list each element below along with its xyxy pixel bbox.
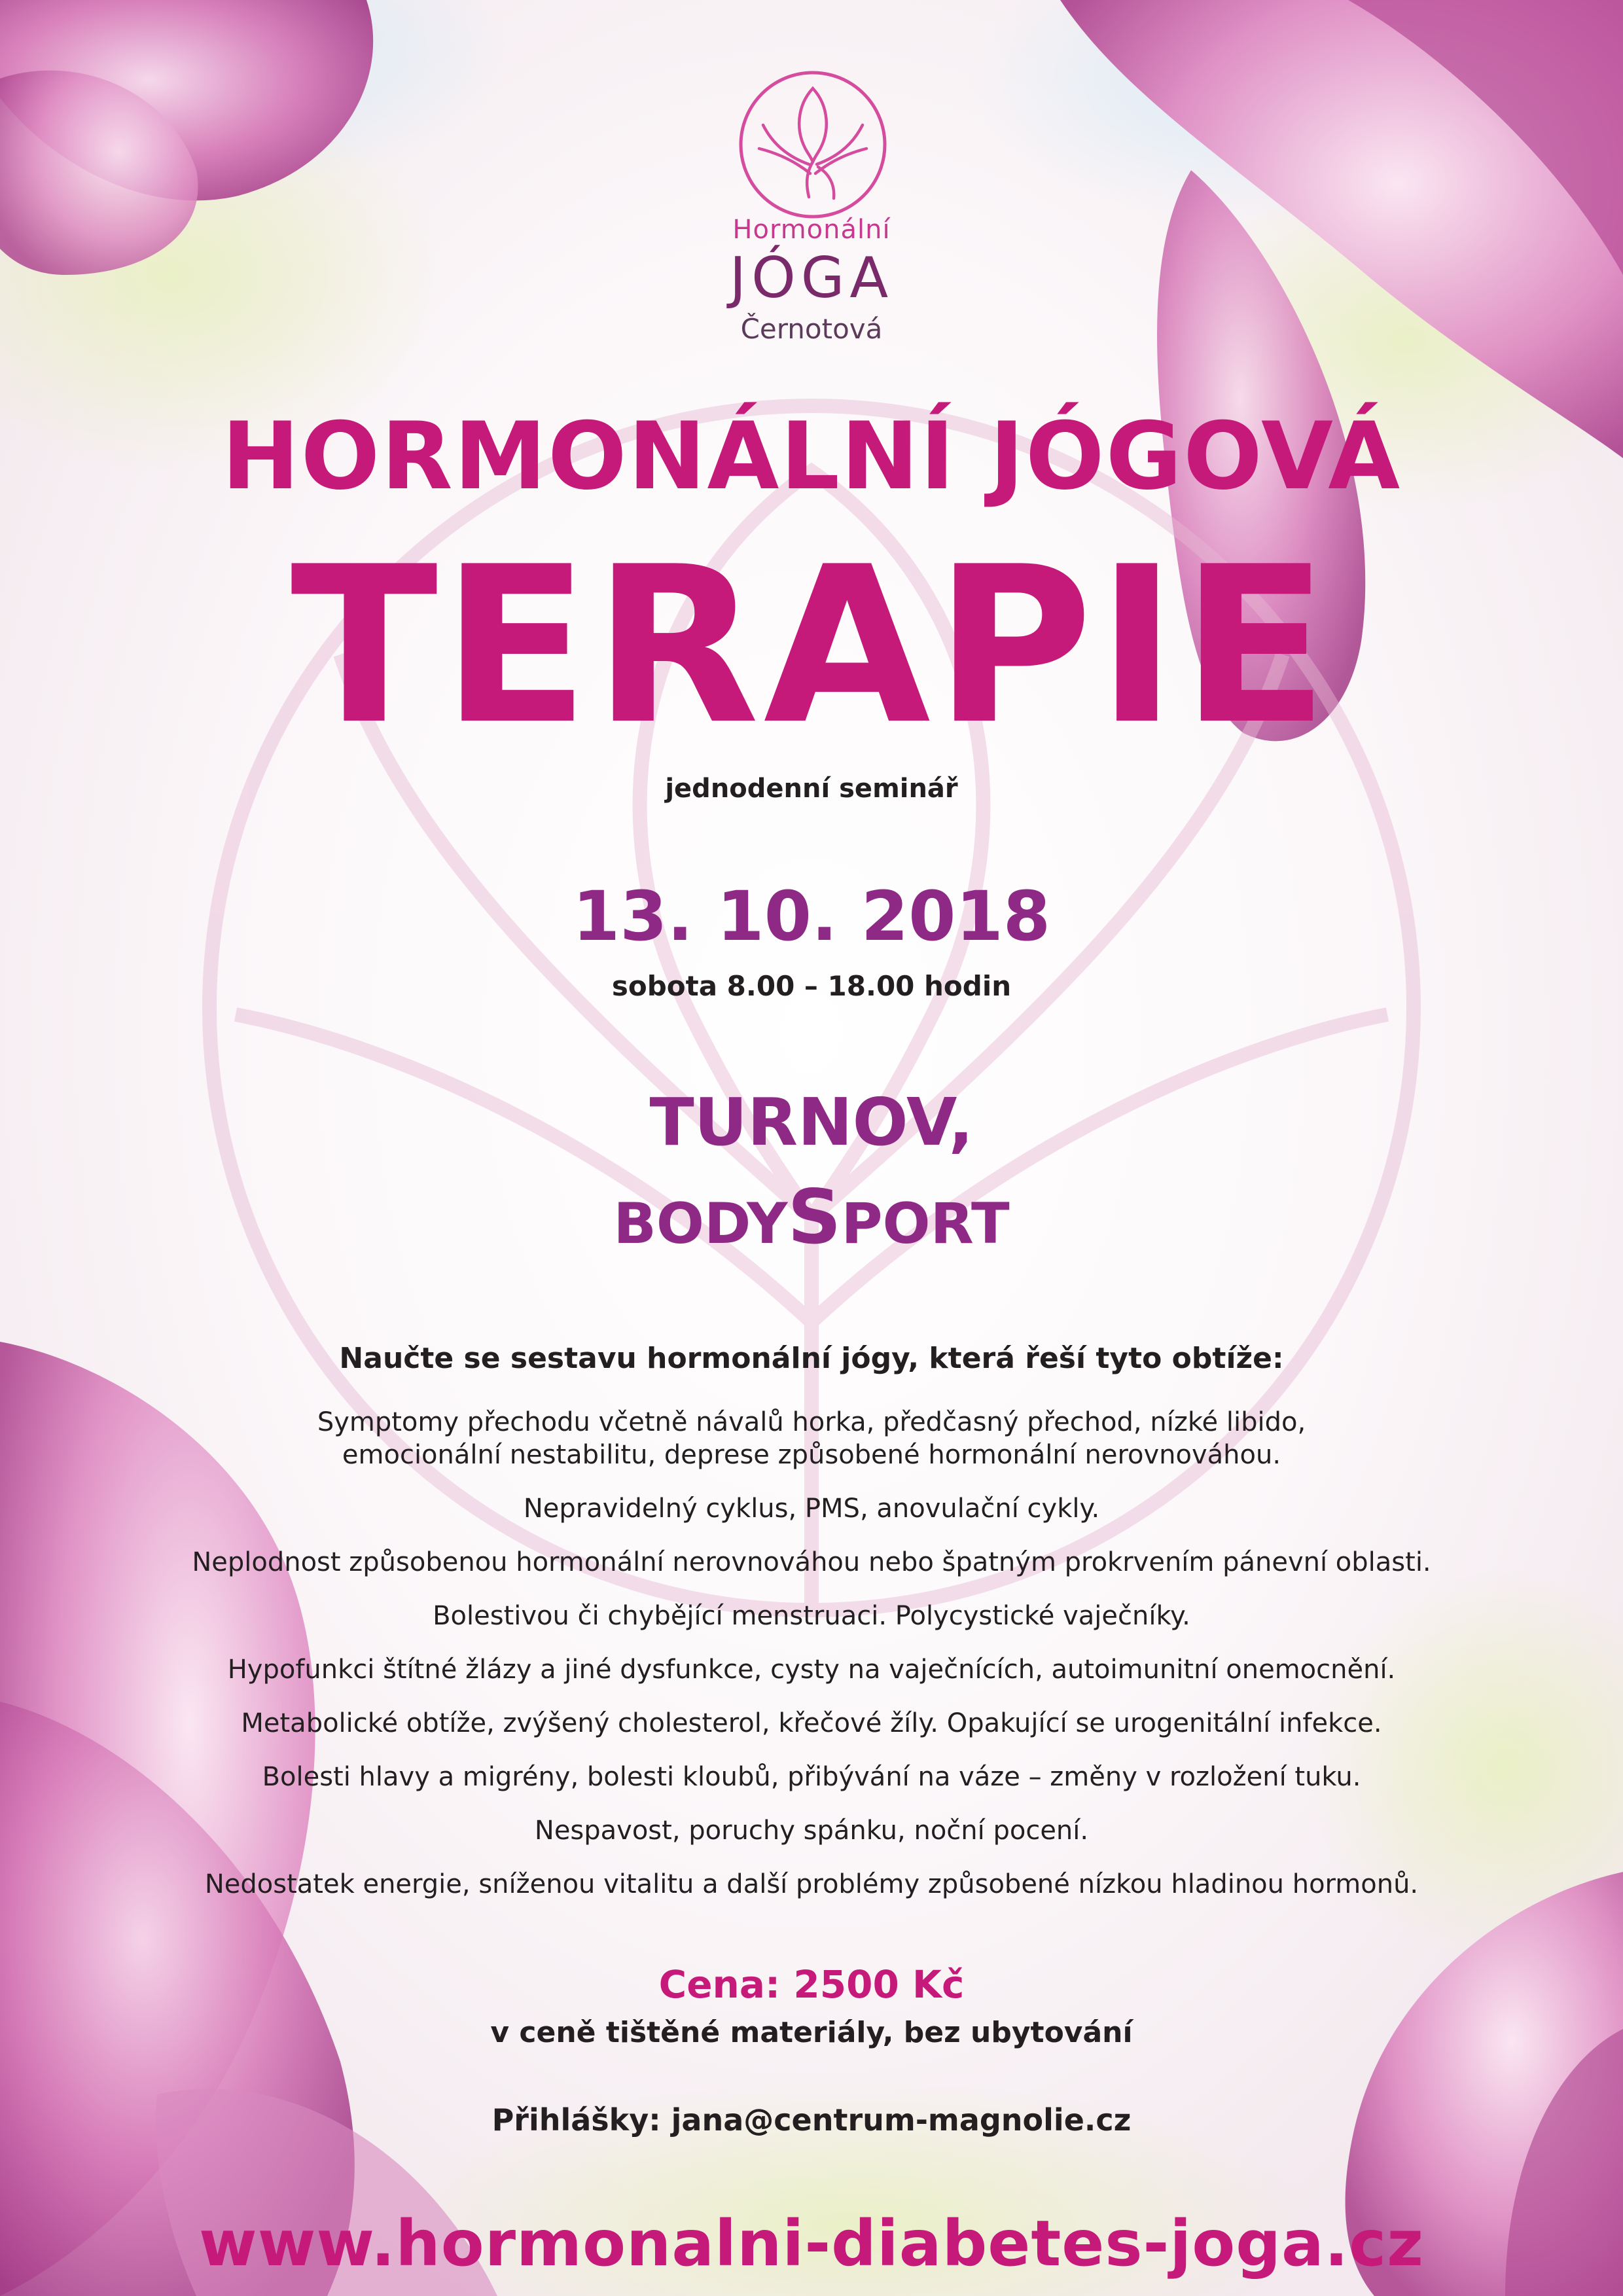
symptom-text: emocionální nestabilitu, deprese způsobené hormonální nerovnováhou. bbox=[342, 1440, 1281, 1470]
venue-city: TURNOV, bbox=[649, 1084, 974, 1160]
price-note: v ceně tištěné materiály, bez ubytování bbox=[490, 2016, 1133, 2049]
venue-name-part-3: PORT bbox=[841, 1191, 1010, 1257]
venue-name-part-1: BODY bbox=[613, 1191, 788, 1257]
price: Cena: 2500 Kč bbox=[658, 1962, 965, 2007]
symptom-text: Symptomy přechodu včetně návalů horka, předčasný přechod, nízké libido, bbox=[317, 1407, 1306, 1437]
symptom-item: Bolestivou či chybějící menstruaci. Polycystické vaječníky. bbox=[433, 1601, 1190, 1631]
symptom-item: Metabolické obtíže, zvýšený cholesterol, křečové žíly. Opakující se urogenitální infekce. bbox=[241, 1708, 1382, 1738]
title-line-1: HORMONÁLNÍ JÓGOVÁ bbox=[221, 403, 1402, 511]
website-url: www.hormonalni-diabetes-joga.cz bbox=[199, 2207, 1424, 2280]
venue-name-part-2: S bbox=[787, 1174, 842, 1261]
symptoms-list bbox=[0, 1406, 1623, 1922]
event-date: 13. 10. 2018 bbox=[572, 876, 1051, 956]
title-line-2: TERAPIE bbox=[290, 520, 1333, 772]
logo-text-joga: JÓGA bbox=[729, 245, 894, 311]
symptom-item: Bolesti hlavy a migrény, bolesti kloubů, přibývání na váze – změny v rozložení tuku. bbox=[262, 1762, 1361, 1792]
venue-name bbox=[0, 1174, 1623, 1261]
symptom-item bbox=[0, 1406, 1623, 1471]
symptom-item: Nespavost, poruchy spánku, noční pocení. bbox=[534, 1816, 1089, 1846]
logo-text-hormonalni: Hormonální bbox=[732, 215, 891, 245]
logo-text-cernotova: Černotová bbox=[740, 313, 883, 345]
lotus-logo-icon bbox=[737, 69, 889, 221]
symptom-item: Hypofunkci štítné žlázy a jiné dysfunkce, cysty na vaječnících, autoimunitní onemocnění. bbox=[227, 1655, 1396, 1685]
symptoms-intro: Naučte se sestavu hormonální jógy, která řeší tyto obtíže: bbox=[339, 1342, 1284, 1375]
signup-email: Přihlášky: jana@centrum-magnolie.cz bbox=[491, 2102, 1132, 2138]
subtitle: jednodenní seminář bbox=[665, 774, 958, 804]
symptom-item: Neplodnost způsobenou hormonální nerovnováhou nebo špatným prokrvením pánevní oblasti. bbox=[192, 1547, 1431, 1577]
event-time: sobota 8.00 – 18.00 hodin bbox=[611, 970, 1012, 1002]
symptom-item: Nedostatek energie, sníženou vitalitu a další problémy způsobené nízkou hladinou hormonů. bbox=[204, 1869, 1419, 1899]
symptom-item: Nepravidelný cyklus, PMS, anovulační cykly. bbox=[523, 1494, 1100, 1524]
